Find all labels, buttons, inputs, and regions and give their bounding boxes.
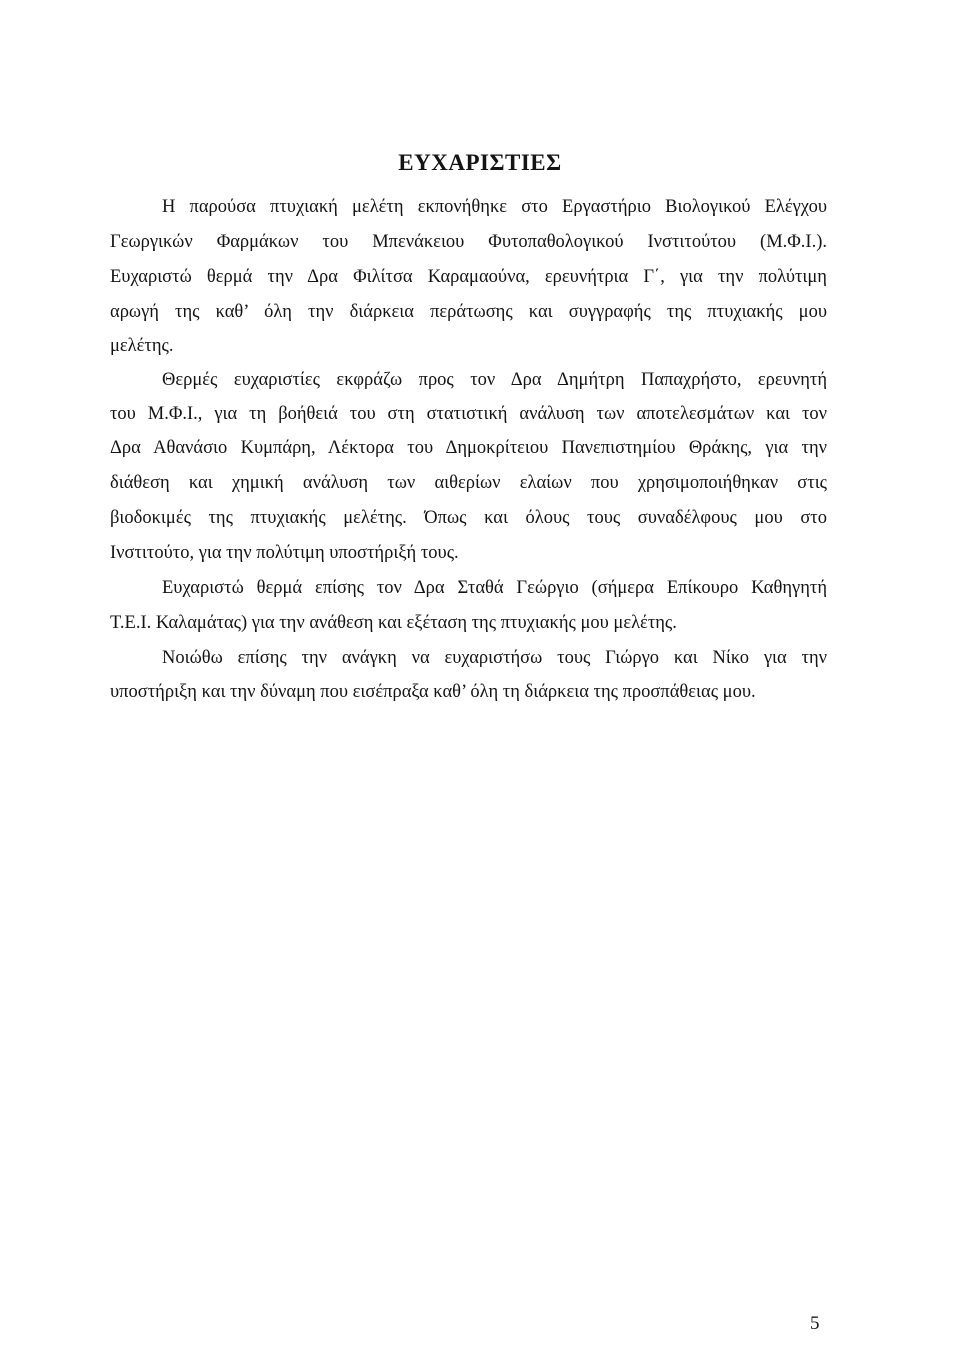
text-line: Ευχαριστώ θερμά επίσης τον Δρα Σταθά Γεώργιο (σήμερα Επίκουρο Καθηγητή <box>162 578 827 598</box>
text-line: Νοιώθω επίσης την ανάγκη να ευχαριστήσω τους Γιώργο και Νίκο για την <box>162 648 827 668</box>
text-line: Ινστιτούτο, για την πολύτιμη υποστήριξή τους. <box>110 543 459 563</box>
text-line: Θερμές ευχαριστίες εκφράζω προς τον Δρα Δημήτρη Παπαχρήστο, ερευνητή <box>162 370 827 390</box>
text-line: Η παρούσα πτυχιακή μελέτη εκπονήθηκε στο Εργαστήριο Βιολογικού Ελέγχου <box>162 197 827 217</box>
text-line: Ευχαριστώ θερμά την Δρα Φιλίτσα Καραμαούνα, ερευνήτρια Γ΄, για την πολύτιμη <box>110 267 827 287</box>
text-line: Γεωργικών Φαρμάκων του Μπενάκειου Φυτοπαθολογικού Ινστιτούτου (Μ.Φ.Ι.). <box>110 232 827 252</box>
text-line: Δρα Αθανάσιο Κυμπάρη, Λέκτορα του Δημοκρίτειου Πανεπιστημίου Θράκης, για την <box>110 438 827 458</box>
text-line: Τ.Ε.Ι. Καλαμάτας) για την ανάθεση και εξέταση της πτυχιακής μου μελέτης. <box>110 613 677 633</box>
page-number: 5 <box>810 1313 820 1334</box>
text-line: του Μ.Φ.Ι., για τη βοήθειά του στη στατιστική ανάλυση των αποτελεσμάτων και τον <box>110 404 827 424</box>
text-line: βιοδοκιμές της πτυχιακής μελέτης. Όπως και όλους τους συναδέλφους μου στο <box>110 508 827 528</box>
text-line: αρωγή της καθ’ όλη την διάρκεια περάτωσης και συγγραφής της πτυχιακής μου <box>110 302 827 322</box>
text-line: υποστήριξη και την δύναμη που εισέπραξα καθ’ όλη τη διάρκεια της προσπάθειας μου. <box>110 682 756 702</box>
page-title: ΕΥΧΑΡΙΣΤΙΕΣ <box>398 150 562 175</box>
text-line: μελέτης. <box>110 336 174 356</box>
text-line: διάθεση και χημική ανάλυση των αιθερίων ελαίων που χρησιμοποιήθηκαν στις <box>110 473 827 493</box>
